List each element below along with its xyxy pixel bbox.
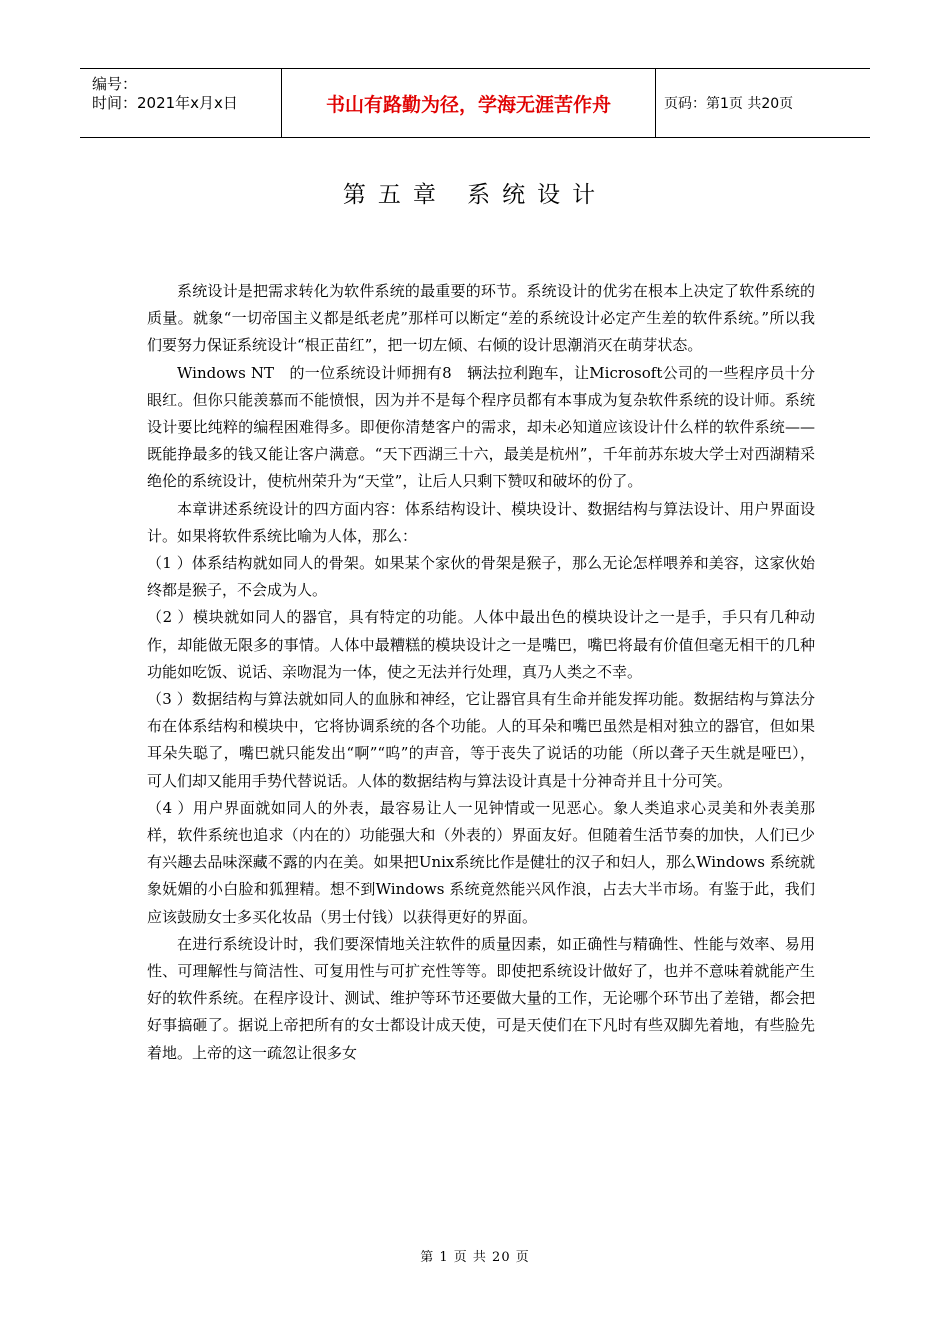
motto-text: 书山有路勤为径，学海无涯苦作舟 [325, 93, 611, 116]
body-text [147, 278, 815, 1067]
page-number-cell [656, 69, 870, 137]
page-footer: 第 1 页 共 20 页 [420, 1250, 530, 1265]
paragraph: （1 ）体系结构就如同人的骨架。如果某个家伙的骨架是猴子，那么无论怎样喂养和美容，这家伙始终都是猴子，不会成为人。 [147, 554, 815, 600]
paragraph: Windows NT 的一位系统设计师拥有8 辆法拉利跑车，让Microsoft公司的一些程序员十分眼红。但你只能羡慕而不能愤恨，因为并不是每个程序员都有本事成为复杂软件系统的设计师。系统设计要比纯粹的编程困难得多。即便你清楚客户的需求，却未必知道应该设计什么样的软件系统——既能挣最多的钱又能让客户满意。“天下西湖三十六，最美是杭州”，千年前苏东坡大学士对西湖精采绝伦的系统设计，使杭州荣升为“天堂”，让后人只剩下赞叹和破坏的份了。 [147, 363, 815, 491]
header-table [80, 68, 870, 138]
paragraph: （2 ）模块就如同人的器官，具有特定的功能。人体中最出色的模块设计之一是手，手只有几种动作，却能做无限多的事情。人体中最糟糕的模块设计之一是嘴巴，嘴巴将最有价值但毫无相干的几种功能如吃饭、说话、亲吻混为一体，使之无法并行处理，真乃人类之不幸。 [147, 608, 815, 681]
paragraph: （3 ）数据结构与算法就如同人的血脉和神经，它让器官具有生命并能发挥功能。数据结构与算法分布在体系结构和模块中，它将协调系统的各个功能。人的耳朵和嘴巴虽然是相对独立的器官，但如果耳朵失聪了，嘴巴就只能发出“啊”“呜”的声音，等于丧失了说话的功能（所以聋子天生就是哑巴），可人们却又能用手势代替说话。人体的数据结构与算法设计真是十分神奇并且十分可笑。 [147, 690, 815, 790]
paragraph: 系统设计是把需求转化为软件系统的最重要的环节。系统设计的优劣在根本上决定了软件系统的质量。就象“一切帝国主义都是纸老虎”那样可以断定“差的系统设计必定产生差的软件系统。”所以我们要努力保证系统设计“根正苗红”，把一切左倾、右倾的设计思潮消灭在萌芽状态。 [147, 282, 815, 355]
motto-cell [282, 69, 656, 137]
page-label: 页码：第1页 共20页 [664, 96, 794, 112]
number-label: 编号： [92, 75, 138, 93]
chapter-title: 第五章 系统设计 [342, 182, 608, 208]
time-label: 时间：2021年x月x日 [92, 94, 238, 112]
header-meta-cell [80, 69, 282, 137]
paragraph: 在进行系统设计时，我们要深情地关注软件的质量因素，如正确性与精确性、性能与效率、易用性、可理解性与简洁性、可复用性与可扩充性等等。即使把系统设计做好了，也并不意味着就能产生好的软件系统。在程序设计、测试、维护等环节还要做大量的工作，无论哪个环节出了差错，都会把好事搞砸了。据说上帝把所有的女士都设计成天使，可是天使们在下凡时有些双脚先着地，有些脸先着地。上帝的这一疏忽让很多女 [147, 934, 815, 1062]
paragraph: （4 ）用户界面就如同人的外表，最容易让人一见钟情或一见恶心。象人类追求心灵美和外表美那样，软件系统也追求（内在的）功能强大和（外表的）界面友好。但随着生活节奏的加快，人们已少有兴趣去品味深藏不露的内在美。如果把Unix系统比作是健壮的汉子和妇人，那么Windows 系统就象妩媚的小白脸和狐狸精。想不到Windows 系统竟然能兴风作浪，占去大半市场。有鉴于此，我们应该鼓励女士多买化妆品（男士付钱）以获得更好的界面。 [147, 798, 815, 926]
paragraph: 本章讲述系统设计的四方面内容：体系结构设计、模块设计、数据结构与算法设计、用户界面设计。如果将软件系统比喻为人体，那么： [147, 499, 815, 545]
